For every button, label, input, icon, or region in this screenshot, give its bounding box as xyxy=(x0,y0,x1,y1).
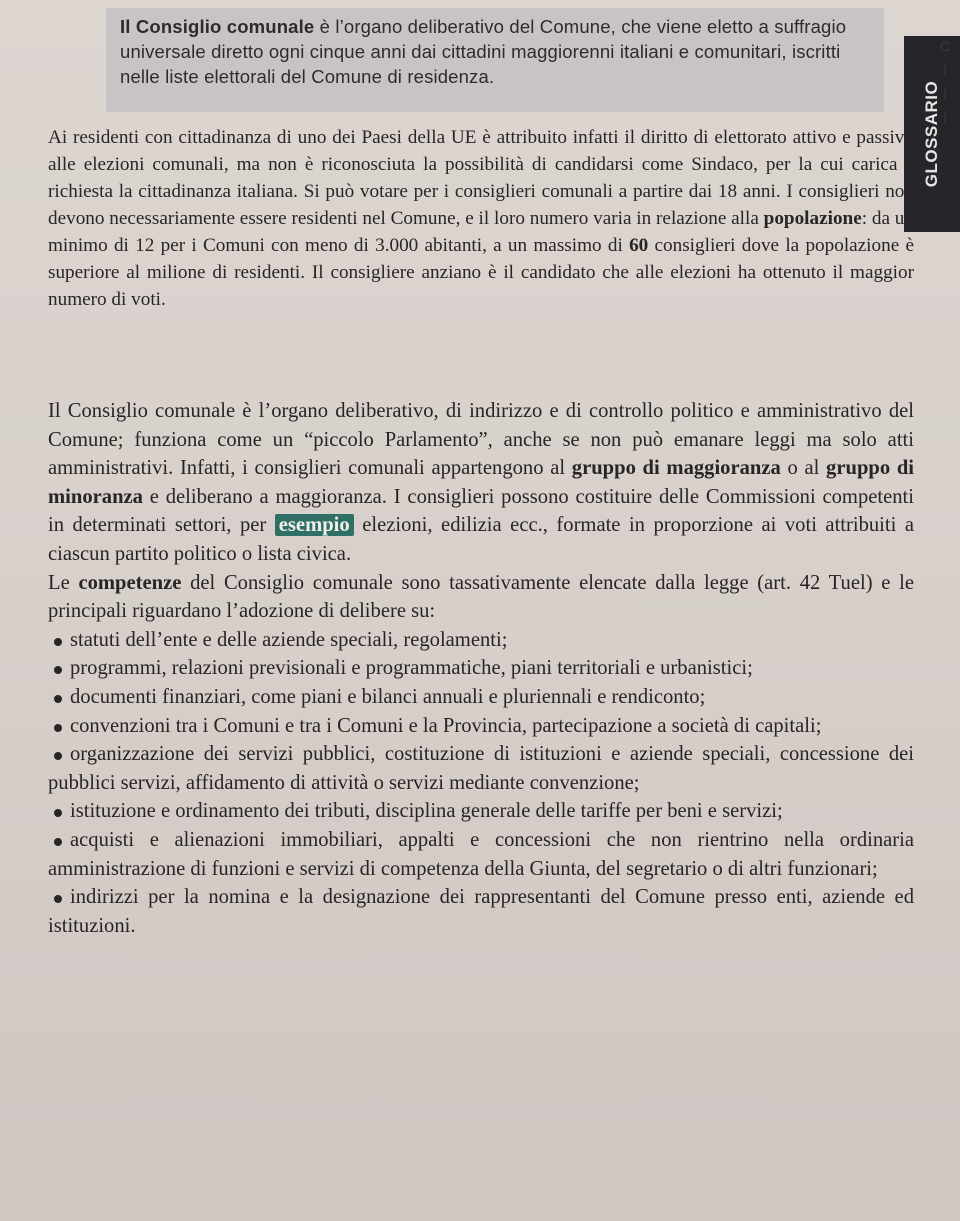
body-text: e deliberano a maggioranza. I consiglieri possono costituire delle Commissioni competenti in determinati settori, per xyxy=(48,485,914,537)
next-page-edge xyxy=(930,34,960,130)
edge-glyph: l xyxy=(943,110,947,126)
body-text: Le xyxy=(48,571,79,594)
body-text: o al xyxy=(780,457,827,480)
bold-term: gruppo di maggioranza xyxy=(571,457,781,480)
intro-bold-number: 60 xyxy=(629,235,649,256)
glossary-term: Il Consiglio comunale xyxy=(120,16,315,37)
edge-glyph: l xyxy=(943,86,947,102)
bold-term: gruppo di minoranza xyxy=(48,457,915,508)
list-item: acquisti e alienazioni immobiliari, appalti e concessioni che non rientrino nella ordinaria amministrazione di funzioni e servizi di competenza della Giunta, del segretario o di altri funzionari; xyxy=(48,826,914,883)
glossary-box xyxy=(106,8,884,112)
glossary-tab-label: GLOSSARIO xyxy=(922,80,941,188)
intro-bold-term: popolazione xyxy=(763,208,862,229)
body-text: elezioni, edilizia ecc., formate in proporzione ai voti attribuiti a ciascun partito politico o lista civica. xyxy=(48,514,915,565)
edge-glyph: l xyxy=(943,62,947,78)
list-item: documenti finanziari, come piani e bilanci annuali e pluriennali e rendiconto; xyxy=(48,683,914,712)
list-item: convenzioni tra i Comuni e tra i Comuni e la Provincia, partecipazione a società di capitali; xyxy=(48,712,914,741)
bold-term: competenze xyxy=(78,571,182,594)
intro-text: Ai residenti con cittadinanza di uno dei Paesi della UE è attribuito infatti il diritto di elettorato attivo e passivo alle elezioni comunali, ma non è riconosciuta la possibilità di candidarsi come Sindaco, per la cui carica è richiesta la cittadinanza italiana. Si può votare per i consiglieri comunali a partire dai 18 anni. I consiglieri non devono necessariamente essere residenti nel Comune, e il loro numero varia in relazione alla xyxy=(48,127,914,229)
body-paragraph-2 xyxy=(48,569,914,626)
list-item: istituzione e ordinamento dei tributi, disciplina generale delle tariffe per beni e servizi; xyxy=(48,797,914,826)
list-item: organizzazione dei servizi pubblici, costituzione di istituzioni e aziende speciali, concessione dei pubblici servizi, affidamento di attività o servizi mediante convenzione; xyxy=(48,740,914,797)
glossary-text xyxy=(106,8,884,89)
highlighted-word: esempio xyxy=(275,514,354,536)
list-item: programmi, relazioni previsionali e programmatiche, piani territoriali e urbanistici; xyxy=(48,654,914,683)
intro-text: consiglieri dove la popolazione è superiore al milione di residenti. Il consigliere anziano è il candidato che alle elezioni ha ottenuto il maggior numero di voti. xyxy=(48,235,914,310)
body-text: del Consiglio comunale sono tassativamente elencate dalla legge (art. 42 Tuel) e le principali riguardano l’adozione di delibere su: xyxy=(48,571,914,623)
main-body xyxy=(48,397,914,940)
body-paragraph-1 xyxy=(48,397,914,569)
intro-text: : da un minimo di 12 per i Comuni con meno di 3.000 abitanti, a un massimo di xyxy=(48,208,914,256)
competences-list xyxy=(48,626,914,941)
edge-glyph: C xyxy=(939,38,951,54)
glossary-definition: è l’organo deliberativo del Comune, che viene eletto a suffragio universale diretto ogni cinque anni dai cittadini maggiorenni italiani e comunitari, iscritti nelle liste elettorali del Comune di residenza. xyxy=(120,16,847,87)
list-item: statuti dell’ente e delle aziende speciali, regolamenti; xyxy=(48,626,914,655)
body-text: Il Consiglio comunale è l’organo deliberativo, di indirizzo e di controllo politico e amministrativo del Comune; funziona come un “piccolo Parlamento”, anche se non può emanare leggi ma solo atti amministrativi. Infatti, i consiglieri comunali appartengono al xyxy=(48,400,914,480)
intro-paragraph xyxy=(48,124,914,313)
list-item: indirizzi per la nomina e la designazione dei rappresentanti del Comune presso enti, aziende ed istituzioni. xyxy=(48,883,914,940)
